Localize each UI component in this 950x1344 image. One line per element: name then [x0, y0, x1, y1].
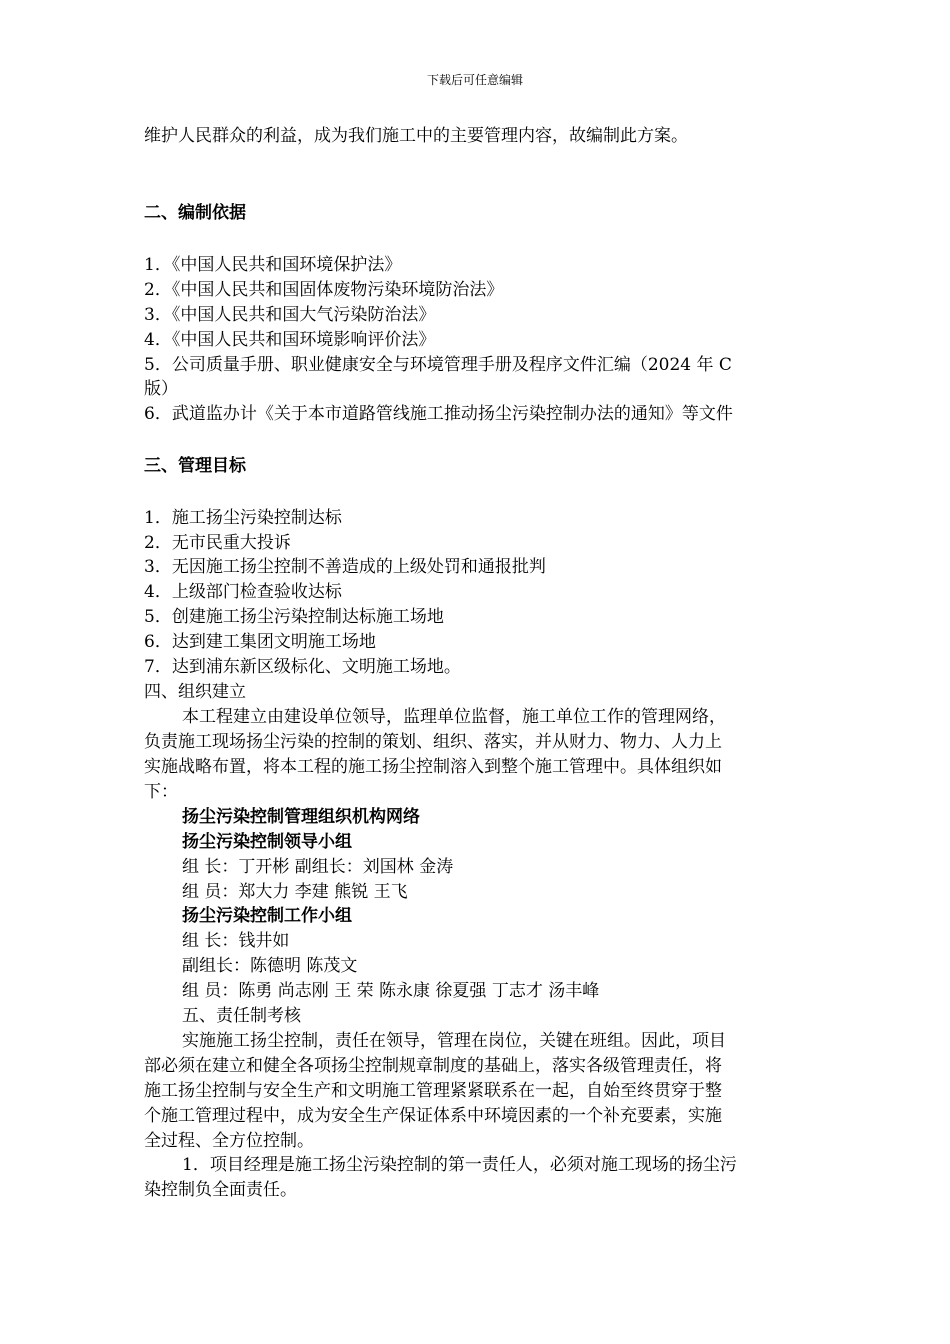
responsibility-paragraph-line: 个施工管理过程中，成为安全生产保证体系中环境因素的一个补充要素，实施 — [144, 1106, 722, 1126]
leader-group-title: 扬尘污染控制领导小组 — [182, 832, 352, 852]
page-header: 下载后可任意编辑 — [426, 73, 523, 87]
responsibility-item-1-continuation: 染控制负全面责任。 — [144, 1180, 297, 1200]
section-4-heading: 四、组织建立 — [144, 682, 246, 702]
responsibility-paragraph-line: 施工扬尘控制与安全生产和文明施工管理紧紧联系在一起，自始至终贯穿于整 — [144, 1081, 722, 1101]
basis-item-continuation: 版） — [144, 379, 178, 399]
responsibility-paragraph-line: 全过程、全方位控制。 — [144, 1131, 314, 1151]
org-paragraph-line: 下： — [144, 782, 178, 802]
work-group-deputies: 副组长：陈德明 陈茂文 — [182, 956, 358, 976]
org-network-title: 扬尘污染控制管理组织机构网络 — [182, 807, 420, 827]
responsibility-paragraph-line: 实施施工扬尘控制，责任在领导，管理在岗位，关键在班组。因此，项目 — [182, 1031, 726, 1051]
leader-group-leaders: 组 长：丁开彬 副组长：刘国林 金涛 — [182, 857, 454, 877]
work-group-title: 扬尘污染控制工作小组 — [182, 906, 352, 926]
goal-item: 5．创建施工扬尘污染控制达标施工场地 — [144, 607, 444, 627]
work-group-leader: 组 长：钱井如 — [182, 931, 290, 951]
goal-item: 7．达到浦东新区级标化、文明施工场地。 — [144, 657, 461, 677]
intro-paragraph-tail: 维护人民群众的利益，成为我们施工中的主要管理内容，故编制此方案。 — [144, 126, 688, 146]
goal-item: 6．达到建工集团文明施工场地 — [144, 632, 376, 652]
org-paragraph-line: 负责施工现场扬尘污染的控制的策划、组织、落实，并从财力、物力、人力上 — [144, 732, 722, 752]
leader-group-members: 组 员：郑大力 李建 熊锐 王飞 — [182, 882, 408, 902]
org-paragraph-line: 实施战略布置，将本工程的施工扬尘控制溶入到整个施工管理中。具体组织如 — [144, 757, 722, 777]
goal-item: 4．上级部门检查验收达标 — [144, 582, 342, 602]
goal-item: 1．施工扬尘污染控制达标 — [144, 508, 342, 528]
section-2-heading: 二、编制依据 — [144, 203, 246, 223]
basis-item: 3．《中国人民共和国大气污染防治法》 — [144, 305, 436, 325]
responsibility-item-1: 1．项目经理是施工扬尘污染控制的第一责任人，必须对施工现场的扬尘污 — [182, 1155, 737, 1175]
work-group-members: 组 员：陈勇 尚志刚 王 荣 陈永康 徐夏强 丁志才 汤丰峰 — [182, 981, 600, 1001]
org-paragraph-line: 本工程建立由建设单位领导，监理单位监督，施工单位工作的管理网络， — [182, 707, 726, 727]
basis-item: 1．《中国人民共和国环境保护法》 — [144, 255, 402, 275]
basis-item: 6．武道监办计《关于本市道路管线施工推动扬尘污染控制办法的通知》等文件 — [144, 404, 733, 424]
basis-item: 4．《中国人民共和国环境影响评价法》 — [144, 330, 436, 350]
basis-item: 5．公司质量手册、职业健康安全与环境管理手册及程序文件汇编（2024 年 C — [144, 355, 732, 375]
section-3-heading: 三、管理目标 — [144, 456, 246, 476]
responsibility-paragraph-line: 部必须在建立和健全各项扬尘控制规章制度的基础上，落实各级管理责任，将 — [144, 1056, 722, 1076]
section-5-heading: 五、责任制考核 — [182, 1006, 301, 1026]
goal-item: 3．无因施工扬尘控制不善造成的上级处罚和通报批判 — [144, 557, 546, 577]
goal-item: 2．无市民重大投诉 — [144, 533, 291, 553]
basis-item: 2．《中国人民共和国固体废物污染环境防治法》 — [144, 280, 504, 300]
